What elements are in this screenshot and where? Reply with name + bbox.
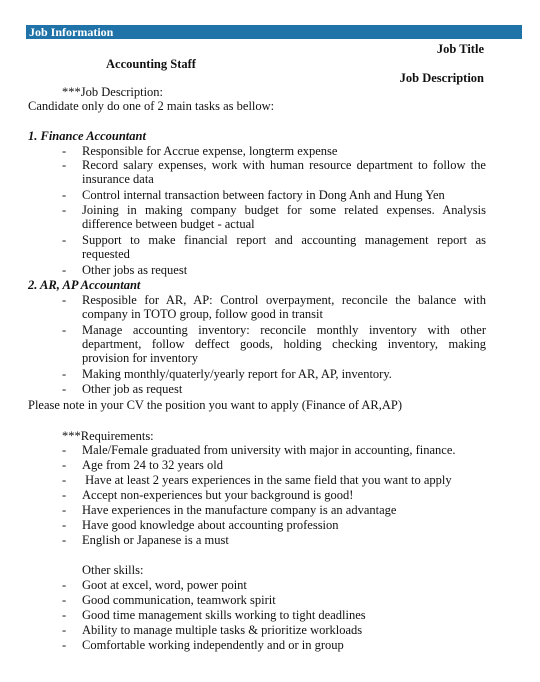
list-item: Other job as request	[82, 382, 183, 396]
bullet: -	[62, 203, 67, 217]
bullet: -	[62, 578, 67, 592]
job-title-label: Job Title	[436, 42, 484, 56]
bullet: -	[62, 323, 67, 337]
bullet: -	[62, 458, 67, 472]
bullet: -	[62, 533, 67, 547]
bullet: -	[62, 608, 67, 622]
bullet: -	[62, 158, 67, 172]
list-item: Responsible for Accrue expense, longterm expense	[82, 144, 338, 158]
bullet: -	[62, 382, 67, 396]
job-description-heading: ***Job Description:	[62, 85, 164, 99]
bullet: -	[62, 233, 67, 247]
list-item: Resposible for AR, AP: Control overpayment, reconcile the balance with company in TOTO group, follow good in transit	[82, 293, 486, 321]
list-item: Record salary expenses, work with human resource department to follow the insurance data	[82, 158, 486, 186]
bullet: -	[62, 638, 67, 652]
list-item: Joining in making company budget for some related expenses. Analysis difference between budget - actual	[82, 203, 486, 231]
bullet: -	[62, 367, 67, 381]
bullet: -	[62, 263, 67, 277]
bullet: -	[62, 144, 67, 158]
list-item: Support to make financial report and accounting management report as requested	[82, 233, 486, 261]
other-skills-heading: Other skills:	[82, 563, 144, 577]
bullet: -	[62, 623, 67, 637]
bullet: -	[62, 518, 67, 532]
list-item: Male/Female graduated from university with major in accounting, finance.	[82, 443, 456, 457]
bullet: -	[62, 188, 67, 202]
bullet: -	[62, 473, 67, 487]
list-item: Manage accounting inventory: reconcile monthly inventory with other department, follow deffect goods, holding checking inventory, making provision for inventory	[82, 323, 486, 365]
section-header	[26, 25, 522, 39]
list-item: Have experiences in the manufacture company is an advantage	[82, 503, 397, 517]
list-item: Other jobs as request	[82, 263, 188, 277]
list-item: Control internal transaction between factory in Dong Anh and Hung Yen	[82, 188, 445, 202]
list-item: Accept non-experiences but your background is good!	[82, 488, 354, 502]
list-item: Good communication, teamwork spirit	[82, 593, 276, 607]
list-item: Comfortable working independently and or in group	[82, 638, 344, 652]
bullet: -	[62, 488, 67, 502]
bullet: -	[62, 503, 67, 517]
job-description-label: Job Description	[399, 71, 484, 85]
list-item: Making monthly/quaterly/yearly report for AR, AP, inventory.	[82, 367, 392, 381]
requirements-heading: ***Requirements:	[62, 429, 154, 443]
bullet: -	[62, 293, 67, 307]
section-header-title: Job Information	[29, 25, 114, 39]
job-title-value: Accounting Staff	[106, 57, 196, 71]
list-item: Age from 24 to 32 years old	[82, 458, 223, 472]
job-description-intro: Candidate only do one of 2 main tasks as bellow:	[28, 99, 275, 113]
list-item: English or Japanese is a must	[82, 533, 229, 547]
list-item: Have at least 2 years experiences in the same field that you want to apply	[82, 473, 452, 487]
list-item: Ability to manage multiple tasks & prioritize workloads	[82, 623, 363, 637]
finance-heading: 1. Finance Accountant	[28, 129, 146, 143]
list-item: Have good knowledge about accounting profession	[82, 518, 339, 532]
list-item: Goot at excel, word, power point	[82, 578, 247, 592]
application-note: Please note in your CV the position you want to apply (Finance of AR,AP)	[28, 398, 403, 412]
ar-ap-heading: 2. AR, AP Accountant	[28, 278, 141, 292]
list-item: Good time management skills working to tight deadlines	[82, 608, 366, 622]
bullet: -	[62, 443, 67, 457]
bullet: -	[62, 593, 67, 607]
